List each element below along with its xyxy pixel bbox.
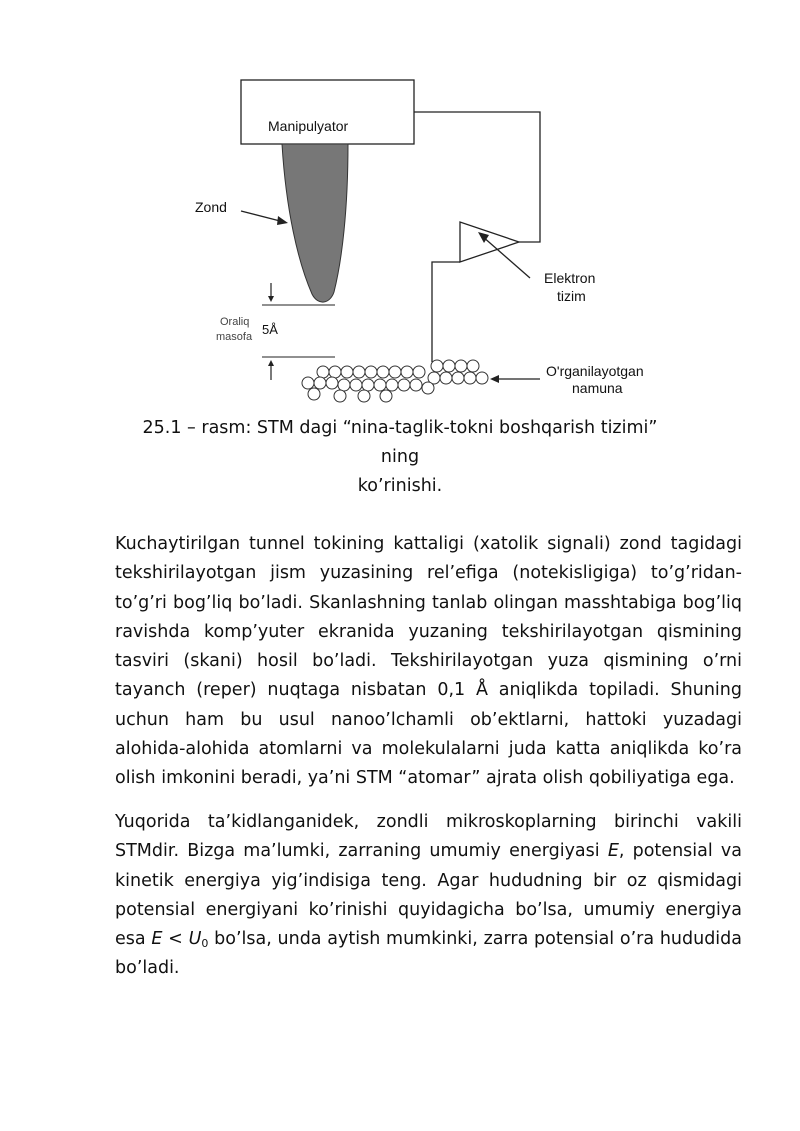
electronics-label-1: Elektron [544, 270, 596, 286]
feedback-wire [414, 112, 540, 242]
p2-var-u: U [188, 929, 202, 950]
p2-var-e2: E [151, 929, 163, 950]
probe-label: Zond [195, 199, 227, 215]
paragraph-2 [115, 808, 742, 984]
sample-wire [432, 262, 460, 362]
gap-label-1: Oraliq [220, 316, 250, 328]
manipulator-label: Manipulyator [268, 118, 349, 134]
figure-caption [130, 414, 670, 501]
p2-text-a: Yuqorida ta’kidlanganidek, zondli mikroskoplarning birinchi vakili STMdir. Bizga ma’lumki, zarraning umumiy energiyasi [115, 812, 742, 862]
gap-value: 5Å [262, 322, 278, 337]
gap-label-2: masofa [216, 331, 253, 343]
p2-text-b: , potensial va kinetik energiya yig’indisiga teng. Agar hududning bir oz qismidagi potensial energiyani ko’rinishi quyidagicha bo’lsa, umumiy energiya esa [115, 841, 742, 950]
sample-label-1: O'rganilayotgan [546, 363, 644, 379]
electronics-label-2: tizim [557, 288, 586, 304]
p2-text-c: bo’lsa, unda aytish mumkinki, zarra potensial o’ra hududida bo’ladi. [115, 929, 743, 979]
p2-sub-0: 0 [201, 937, 209, 951]
paragraph-1: Kuchaytirilgan tunnel tokining kattaligi (xatolik signali) zond tagidagi tekshirilayotgan jism yuzasining rel’efiga (notekisligiga) to’g’ridan-to’g’ri bog’liq bo’ladi. Skanlashning tanlab olingan masshtabiga bog’liq ravishda komp’yuter ekranida yuzaning tekshirilayotgan qismining tasviri (skani) hosil bo’ladi. Tekshirilayotgan yuza qismining o’rni tayanch (reper) nuqtaga nisbatan 0,1 Å aniqlikda topiladi. Shuning uchun ham bu usul nanoo’lchamli ob’ektlarni, hattoki yuzadagi alohida-alohida atomlarni va molekulalarni juda katta aniqlikda ko’ra olish imkonini beradi, ya’ni STM “atomar” ajrata olish qobiliyatiga ega. [115, 534, 742, 789]
stm-diagram [150, 60, 670, 410]
sample-arrowhead [490, 375, 499, 383]
sample-label-2: namuna [572, 380, 623, 396]
manipulator-box [241, 80, 414, 144]
caption-line-1: 25.1 – rasm: STM dagi “nina-taglik-tokni boshqarish tizimi” ning [142, 418, 658, 467]
probe-tip [282, 144, 348, 302]
p2-lt: < [162, 929, 189, 950]
caption-line-2: ko’rinishi. [357, 476, 443, 496]
probe-arrowhead [277, 216, 288, 225]
p2-var-e: E [607, 841, 619, 862]
sample-atoms [302, 360, 488, 402]
